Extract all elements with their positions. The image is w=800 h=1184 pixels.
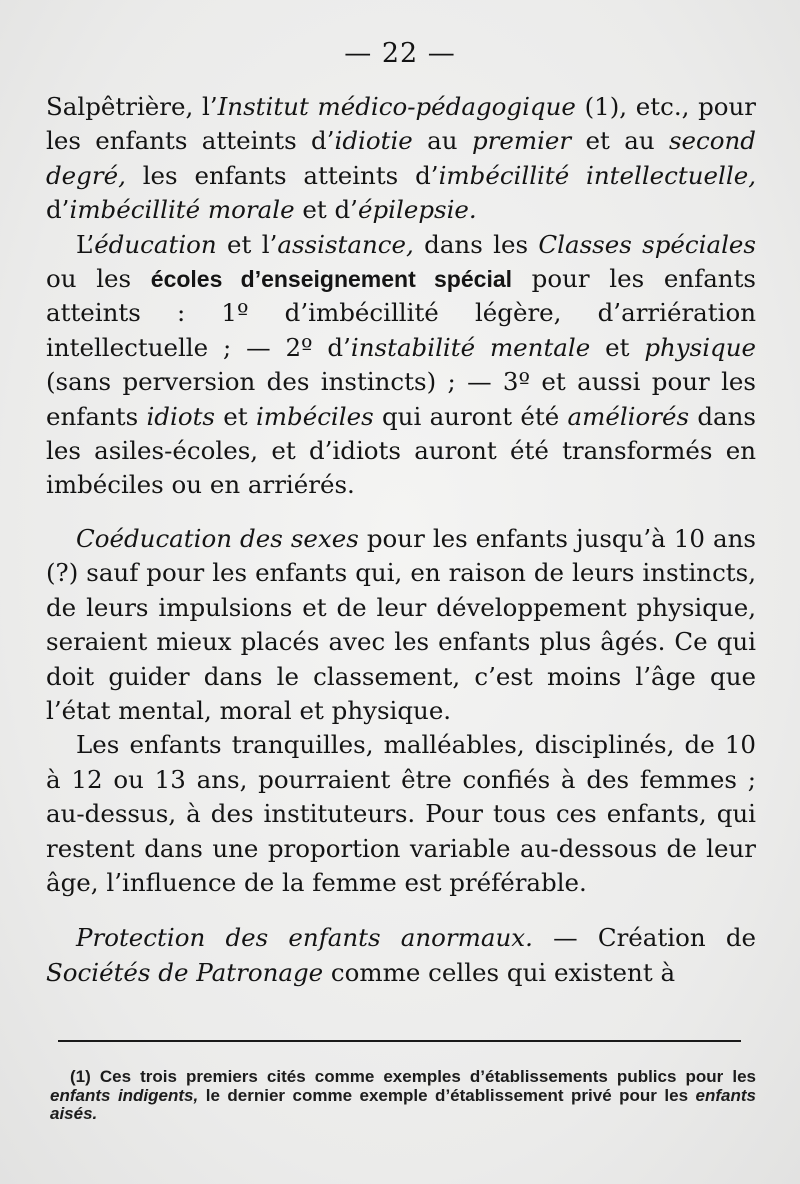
italic-run: améliorés [567,401,690,431]
footnote-divider [58,1040,741,1042]
text-run: les enfants atteints d’ [125,160,439,190]
italic-run: éducation [94,229,217,259]
italic-run: premier [471,126,572,156]
italic-run: idiotie [334,126,413,156]
text-run: et l’ [216,229,278,259]
italic-run: physique [644,332,757,362]
paragraph-5 [46,921,756,990]
italic-run: second degré, [46,126,756,190]
text-run: L’ [76,229,95,259]
text-run: ou les [46,264,151,294]
italic-run: épilepsie. [357,195,477,225]
italic-run: imbécillité morale [69,195,295,225]
text-run: qui auront été [373,401,568,431]
text-run: Salpêtrière, l’ [46,92,218,121]
text-run: et [215,401,256,431]
text-run: pour les enfants atteints : 1º d’imbécillité légère, d’arriération intellectuelle ; — 2º d’ [46,264,756,362]
text-run: — Création de [532,923,756,953]
italic-run: enfants indigents, [50,1085,199,1105]
text-run: d’ [46,195,70,225]
paragraph-4 [46,728,756,900]
body-text [46,90,756,990]
text-run: dans les [413,229,539,259]
italic-run: imbéciles [255,401,374,431]
text-run: (sans perversion des instincts) ; — 3º et aussi pour les enfants [46,367,756,431]
italic-run: Coéducation des sexes [76,523,359,553]
text-run: Ces trois premiers cités comme exemples d’établissements publics pour les [90,1067,756,1086]
italic-run: imbécillité intellectuelle, [438,160,756,190]
footnote [50,1068,756,1124]
bold-run: écoles d’enseignement spécial [150,266,513,293]
text-run: au [412,126,472,156]
text-run: et au [571,126,669,156]
text-run: le dernier comme exemple d’établissement privé pour les [198,1085,696,1105]
text-run: (1), etc., pour les enfants atteints d’ [46,92,757,156]
text-run: et d’ [294,195,358,225]
text-run: pour les enfants jusqu’à 10 ans (?) sauf pour les enfants qui, en raison de leurs instincts, de leurs impulsions et de leur développement physique, seraient mieux placés avec les enfants plus âgés. Ce qui doit guider dans le classement, c’est moins l’âge que l’état mental, moral et physique. [46,523,756,725]
paragraph-1 [46,90,756,228]
italic-run: enfants aisés. [50,1085,756,1124]
italic-run: Protection des enfants anormaux. [76,923,533,953]
text-run: dans les asiles-écoles, et d’idiots auront été transformés en imbéciles ou en arriérés. [46,401,756,500]
italic-run: instabilité mentale [350,332,591,362]
italic-run: idiots [146,401,215,431]
text-run: et [590,332,645,362]
text-run: Les enfants tranquilles, malléables, disciplinés, de 10 à 12 ou 13 ans, pourraient être confiés à des femmes ; au-dessus, à des instituteurs. Pour tous ces enfants, qui restent dans une proportion variable au-dessous de leur âge, l’influence de la femme est préférable. [46,730,756,897]
paragraph-2 [46,228,756,503]
paragraph-3 [46,522,756,728]
italic-run: Institut médico-pédagogique [217,92,576,121]
italic-run: assistance, [277,229,414,259]
italic-run: Sociétés de Patronage [46,957,324,987]
footnote-mark: (1) [70,1067,91,1086]
text-run: comme celles qui existent à [323,957,676,987]
page-number: — 22 — [344,38,456,69]
italic-run: Classes spéciales [538,229,756,259]
